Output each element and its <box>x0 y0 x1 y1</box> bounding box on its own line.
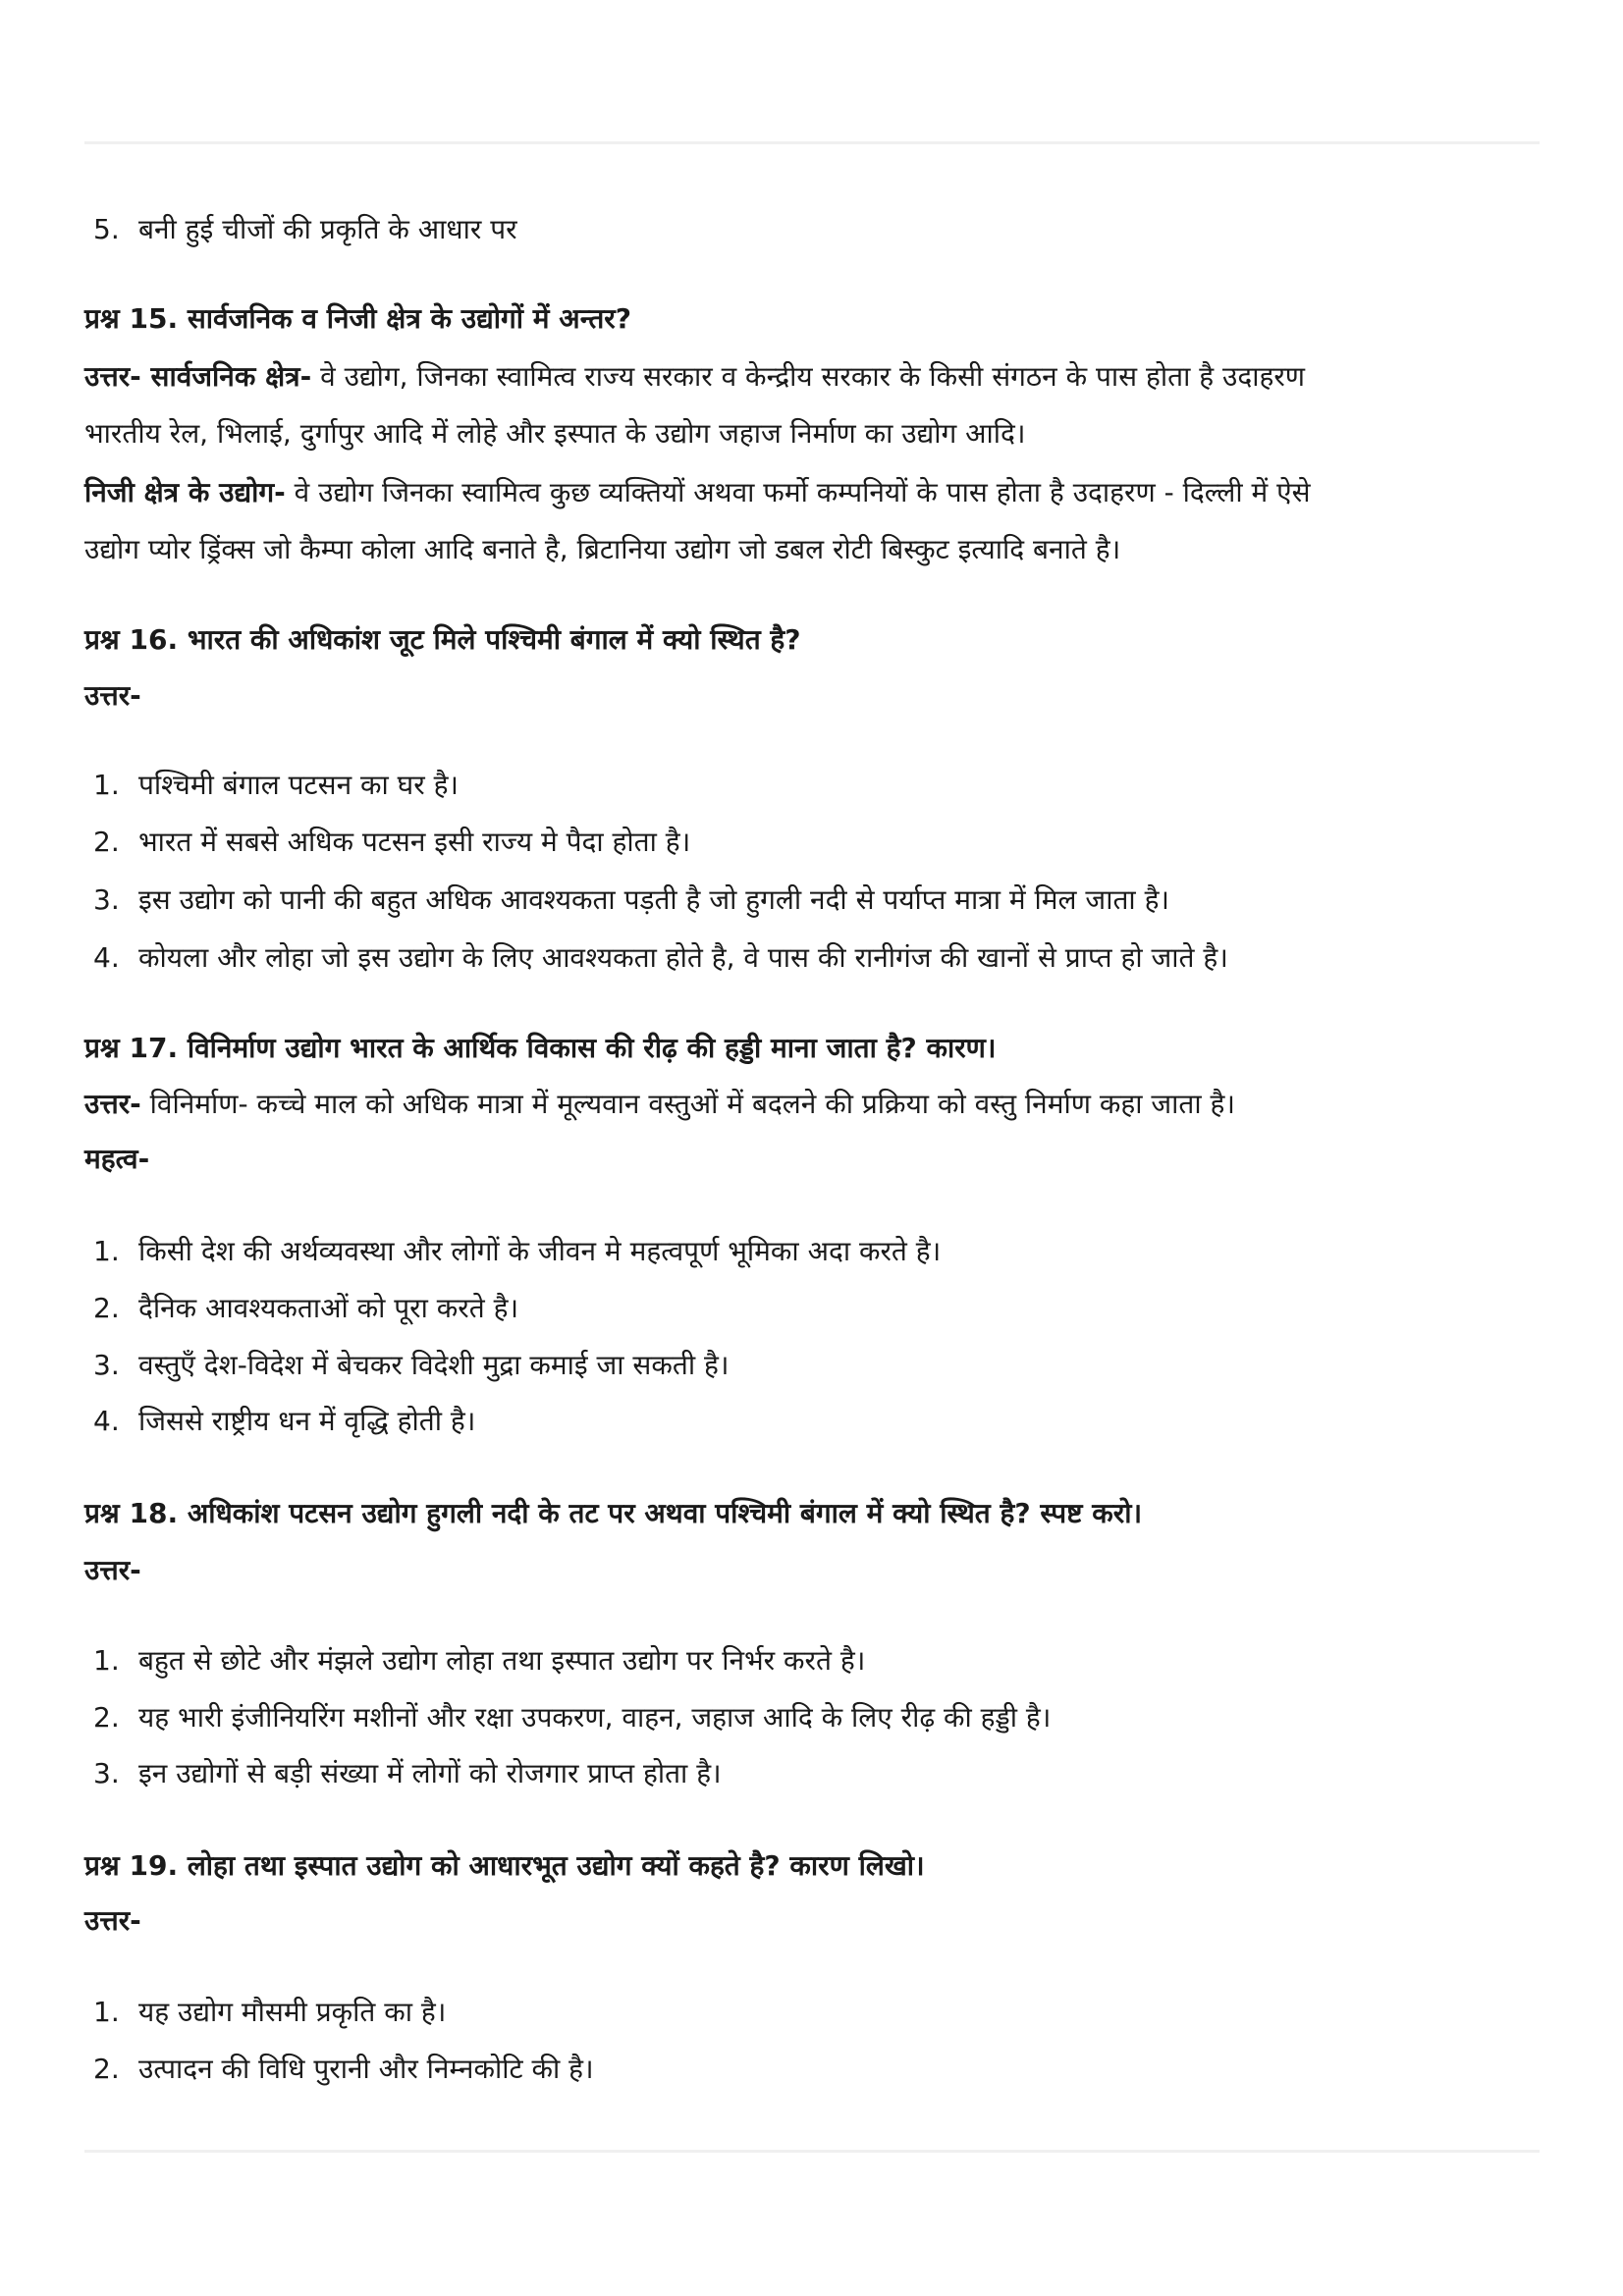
list-number: 1. <box>93 769 120 801</box>
list-number: 4. <box>93 941 120 974</box>
q15-private-line-1 <box>84 471 1311 514</box>
list-number: 2. <box>93 2053 120 2085</box>
list-item: पश्चिमी बंगाल पटसन का घर है। <box>138 769 460 801</box>
list-item: किसी देश की अर्थव्यवस्था और लोगों के जीवन मे महत्वपूर्ण भूमिका अदा करते है। <box>138 1235 942 1267</box>
list-number: 5. <box>93 213 120 245</box>
list-number: 1. <box>93 1235 120 1267</box>
list-item: कोयला और लोहा जो इस उद्योग के लिए आवश्यकता होते है, वे पास की रानीगंज की खानों से प्राप्त हो जाते है। <box>138 941 1228 974</box>
list-item: वस्तुएँ देश-विदेश में बेचकर विदेशी मुद्रा कमाई जा सकती है। <box>138 1349 730 1381</box>
list-number: 2. <box>93 1292 120 1324</box>
list-item: बनी हुई चीजों की प्रकृति के आधार पर <box>138 213 517 245</box>
question-15-title: प्रश्न 15. सार्वजनिक व निजी क्षेत्र के उद्योगों में अन्तर? <box>84 302 631 335</box>
importance-label: महत्व- <box>84 1143 150 1175</box>
list-number: 4. <box>93 1405 120 1437</box>
answer-label: उत्तर- <box>84 1554 141 1586</box>
question-19-title: प्रश्न 19. लोहा तथा इस्पात उद्योग को आधारभूत उद्योग क्यों कहते है? कारण लिखो। <box>84 1849 925 1882</box>
top-divider <box>84 141 1540 144</box>
list-item: दैनिक आवश्यकताओं को पूरा करते है। <box>138 1292 519 1324</box>
answer-label: उत्तर- सार्वजनिक क्षेत्र- <box>84 360 312 393</box>
list-item: यह उद्योग मौसमी प्रकृति का है। <box>138 1996 447 2028</box>
list-item: भारत में सबसे अधिक पटसन इसी राज्य मे पैदा होता है। <box>138 826 691 858</box>
q15-answer-line-1 <box>84 355 1305 399</box>
private-sector-label: निजी क्षेत्र के उद्योग- <box>84 476 286 508</box>
list-item: जिससे राष्ट्रीय धन में वृद्धि होती है। <box>138 1405 476 1437</box>
list-number: 3. <box>93 1757 120 1789</box>
list-item: उत्पादन की विधि पुरानी और निम्नकोटि की है। <box>138 2053 594 2085</box>
private-text: वे उद्योग जिनका स्वामित्व कुछ व्यक्तियों अथवा फर्मो कम्पनियों के पास होता है उदाहरण - दिल्ली में ऐसे <box>285 476 1311 508</box>
list-number: 2. <box>93 826 120 858</box>
list-item: यह भारी इंजीनियरिंग मशीनों और रक्षा उपकरण, वाहन, जहाज आदि के लिए रीढ़ की हड्डी है। <box>138 1701 1052 1734</box>
list-item: इस उद्योग को पानी की बहुत अधिक आवश्यकता पड़ती है जो हुगली नदी से पर्याप्त मात्रा में मिल जाता है। <box>138 883 1170 916</box>
question-17-title: प्रश्न 17. विनिर्माण उद्योग भारत के आर्थिक विकास की रीढ़ की हड्डी माना जाता है? कारण। <box>84 1032 997 1064</box>
answer-label: उत्तर- <box>84 679 141 712</box>
question-18-title: प्रश्न 18. अधिकांश पटसन उद्योग हुगली नदी के तट पर अथवा पश्चिमी बंगाल में क्यो स्थित है? स्पष्ट करो। <box>84 1497 1143 1529</box>
q15-private-line-2: उद्योग प्योर ड्रिंक्स जो कैम्पा कोला आदि बनाते है, ब्रिटानिया उद्योग जो डबल रोटी बिस्कुट इत्यादि बनाते है। <box>84 533 1121 565</box>
list-number: 1. <box>93 1644 120 1677</box>
list-number: 3. <box>93 883 120 916</box>
q15-answer-line-2: भारतीय रेल, भिलाई, दुर्गापुर आदि में लोहे और इस्पात के उद्योग जहाज निर्माण का उद्योग आदि। <box>84 417 1026 450</box>
bottom-divider <box>84 2150 1540 2153</box>
list-number: 3. <box>93 1349 120 1381</box>
list-number: 2. <box>93 1701 120 1734</box>
answer-label: उत्तर- <box>84 1088 141 1120</box>
answer-text: विनिर्माण- कच्चे माल को अधिक मात्रा में मूल्यवान वस्तुओं में बदलने की प्रक्रिया को वस्तु निर्माण कहा जाता है। <box>140 1088 1236 1120</box>
list-item: बहुत से छोटे और मंझले उद्योग लोहा तथा इस्पात उद्योग पर निर्भर करते है। <box>138 1644 866 1677</box>
answer-text: वे उद्योग, जिनका स्वामित्व राज्य सरकार व केन्द्रीय सरकार के किसी संगठन के पास होता है उदाहरण <box>311 360 1306 393</box>
question-16-title: प्रश्न 16. भारत की अधिकांश जूट मिले पश्चिमी बंगाल में क्यो स्थित है? <box>84 623 801 656</box>
list-item: इन उद्योगों से बड़ी संख्या में लोगों को रोजगार प्राप्त होता है। <box>138 1757 722 1789</box>
answer-label: उत्तर- <box>84 1904 141 1937</box>
q17-answer <box>84 1083 1235 1126</box>
list-number: 1. <box>93 1996 120 2028</box>
